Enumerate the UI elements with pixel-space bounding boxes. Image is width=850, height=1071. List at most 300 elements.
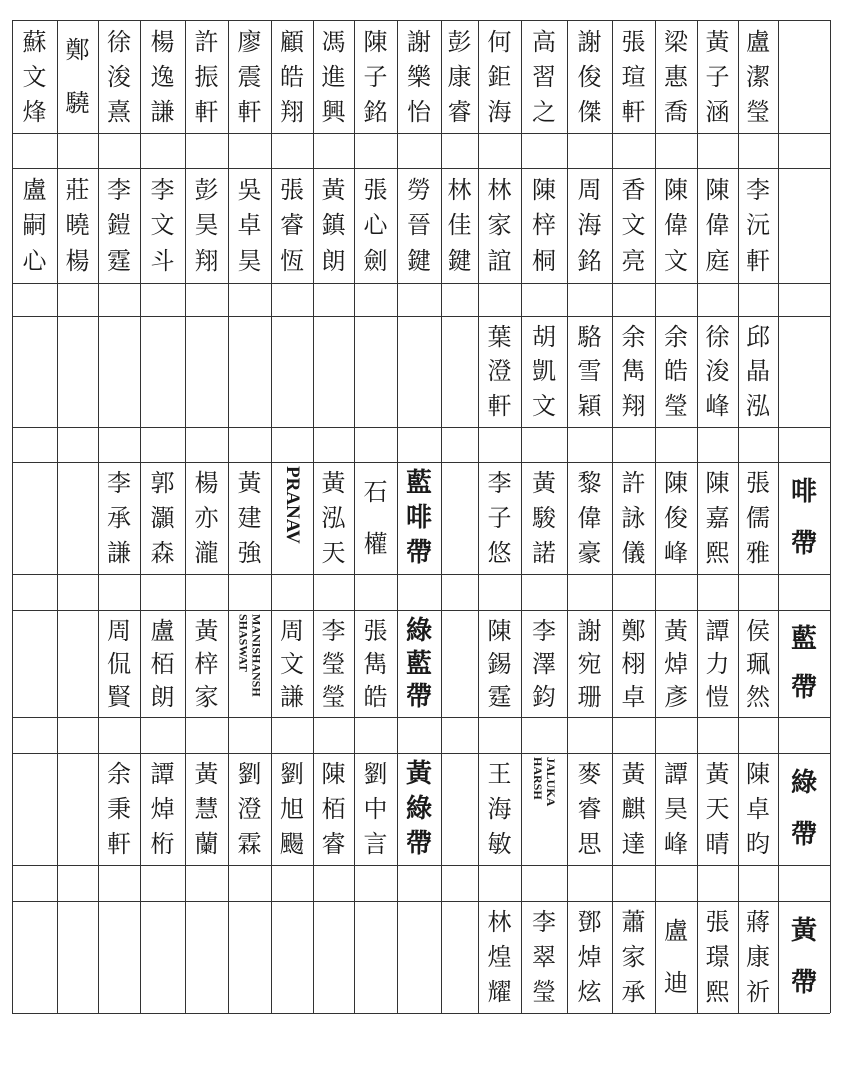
grid-line-horizontal [12, 283, 830, 284]
name-cell [567, 462, 612, 574]
name-char: 楊 [65, 247, 90, 276]
name-char: 霆 [107, 247, 131, 276]
name-char: 嘉 [705, 503, 730, 532]
name-char: 霆 [487, 682, 512, 711]
belt-label-char: 帶 [790, 529, 817, 559]
name-char: 胡 [532, 323, 556, 352]
name-cell [271, 462, 313, 574]
name-cell [98, 610, 140, 717]
name-char: 謙 [280, 682, 304, 711]
name-char: 李 [321, 616, 346, 645]
name-char: 郭 [150, 469, 175, 498]
name-cell [697, 610, 738, 717]
name-char: 銘 [577, 247, 602, 276]
name-char: 潔 [746, 62, 770, 91]
name-char: 徐 [705, 323, 730, 352]
name-char: 恆 [280, 247, 304, 276]
name-char: 海 [487, 97, 512, 126]
name-cell [397, 20, 441, 133]
name-cell [738, 753, 778, 865]
name-char: 家 [621, 942, 646, 971]
belt-label-char: 帶 [790, 968, 817, 998]
name-char: 澄 [487, 357, 512, 386]
name-char: 李 [150, 175, 175, 204]
belt-label-char: 綠 [790, 768, 817, 798]
name-cell [655, 316, 697, 427]
name-char: 煌 [487, 942, 512, 971]
name-char: 黃 [705, 27, 730, 56]
name-char: 陳 [664, 175, 688, 204]
name-char: 睿 [447, 97, 472, 126]
name-cell [612, 753, 655, 865]
name-char: 張 [621, 27, 646, 56]
name-char: 鎮 [321, 211, 346, 240]
name-char: 雋 [363, 649, 388, 678]
latin-name-text: PRANAV [282, 466, 303, 544]
name-char: 強 [237, 538, 262, 567]
name-char: 詠 [621, 503, 646, 532]
name-char: 心 [22, 247, 47, 276]
name-cell [612, 20, 655, 133]
name-char: 喬 [664, 97, 688, 126]
name-cell [185, 20, 228, 133]
name-cell [354, 20, 397, 133]
name-char: 文 [532, 391, 556, 420]
name-cell [478, 753, 521, 865]
name-char: 卓 [621, 682, 646, 711]
name-char: 黃 [194, 760, 219, 789]
name-char: 軒 [194, 97, 219, 126]
name-char: 張 [280, 175, 304, 204]
name-cell [655, 753, 697, 865]
name-cell [185, 753, 228, 865]
belt-label-char: 藍 [790, 623, 817, 654]
name-char: 李 [107, 469, 131, 498]
name-cell [697, 316, 738, 427]
name-char: 力 [705, 649, 730, 678]
name-char: 桁 [150, 829, 175, 858]
name-cell [612, 316, 655, 427]
name-char: 陳 [532, 175, 556, 204]
name-char: 彭 [194, 175, 219, 204]
name-cell [354, 753, 397, 865]
name-char: 慧 [194, 794, 219, 823]
name-char: 黃 [321, 469, 346, 498]
name-char: 劉 [237, 760, 262, 789]
name-char: 香 [621, 175, 646, 204]
name-char: 彥 [664, 682, 688, 711]
name-char: 瑄 [621, 62, 646, 91]
name-cell [271, 20, 313, 133]
name-char: 高 [532, 27, 556, 56]
name-cell [271, 168, 313, 283]
name-cell [271, 753, 313, 865]
name-char: 俊 [664, 503, 688, 532]
name-cell [697, 462, 738, 574]
name-char: 習 [532, 62, 556, 91]
name-char: 家 [487, 211, 512, 240]
name-char: 秉 [107, 794, 131, 823]
name-char: 張 [363, 616, 388, 645]
latin-name-text: MANISHANSH [249, 614, 264, 697]
name-cell [313, 753, 354, 865]
name-cell [738, 462, 778, 574]
name-char: 子 [487, 503, 512, 532]
name-char: 黎 [577, 469, 602, 498]
belt-label-char: 黃 [790, 916, 817, 946]
name-char: 珮 [746, 649, 770, 678]
name-char: 譚 [150, 760, 175, 789]
name-char: 峰 [705, 391, 730, 420]
name-cell [397, 462, 441, 574]
name-char: 偉 [705, 211, 730, 240]
name-char: 睿 [280, 211, 304, 240]
name-cell [185, 610, 228, 717]
name-char: 珊 [577, 682, 602, 711]
name-char: 逸 [150, 62, 175, 91]
name-char: 皓 [280, 62, 304, 91]
name-char: 黃 [194, 616, 219, 645]
name-char: 之 [532, 97, 556, 126]
name-char: 家 [194, 682, 219, 711]
name-char: 鍵 [447, 247, 472, 276]
name-char: 心 [363, 211, 388, 240]
belt-label-char: 帶 [790, 673, 817, 704]
name-char: 敏 [487, 829, 512, 858]
belt-label-char: 綠 [405, 615, 432, 646]
name-char: 莊 [65, 175, 90, 204]
name-cell [567, 753, 612, 865]
name-cell [185, 462, 228, 574]
name-char: 邱 [746, 323, 770, 352]
name-char: 鄧 [577, 908, 602, 937]
name-cell [567, 20, 612, 133]
name-char: 謙 [150, 97, 175, 126]
name-char: 權 [363, 530, 388, 558]
name-cell [567, 610, 612, 717]
name-cell [271, 610, 313, 717]
name-char: 盧 [22, 175, 47, 204]
name-char: 海 [577, 211, 602, 240]
name-char: 炫 [577, 977, 602, 1006]
name-cell [478, 610, 521, 717]
name-char: 晶 [746, 357, 770, 386]
name-cell [313, 462, 354, 574]
name-cell [313, 610, 354, 717]
name-char: 盧 [150, 616, 175, 645]
name-char: 灝 [150, 503, 175, 532]
name-cell [655, 610, 697, 717]
name-char: 振 [194, 62, 219, 91]
name-char: 思 [577, 829, 602, 858]
name-char: 穎 [577, 391, 602, 420]
belt-label-char: 黃 [405, 759, 432, 790]
name-char: 陳 [746, 760, 770, 789]
name-char: 朗 [150, 682, 175, 711]
name-char: 天 [321, 538, 346, 567]
name-char: 譚 [664, 760, 688, 789]
name-cell [612, 901, 655, 1013]
name-char: 亮 [621, 247, 646, 276]
grid-line-vertical [830, 20, 831, 1013]
name-char: 軒 [621, 97, 646, 126]
name-char: 軒 [746, 247, 770, 276]
name-char: 李 [746, 175, 770, 204]
name-cell [521, 462, 567, 574]
name-char: 廖 [237, 27, 262, 56]
name-char: 瑩 [321, 649, 346, 678]
name-char: 誼 [487, 247, 512, 276]
name-char: 睿 [577, 794, 602, 823]
name-char: 梁 [664, 27, 688, 56]
name-char: 雅 [746, 538, 770, 567]
name-char: 梓 [194, 649, 219, 678]
name-char: 震 [237, 62, 262, 91]
name-char: 澄 [237, 794, 262, 823]
name-char: 駿 [532, 503, 556, 532]
grid-line-horizontal [12, 133, 830, 134]
name-char: 峰 [664, 538, 688, 567]
name-cell [478, 901, 521, 1013]
name-char: 承 [107, 503, 131, 532]
name-char: 焯 [577, 942, 602, 971]
name-char: 鎧 [107, 211, 131, 240]
name-cell [478, 462, 521, 574]
name-cell [697, 20, 738, 133]
name-char: 雋 [621, 357, 646, 386]
name-cell [397, 168, 441, 283]
belt-label-char: 啡 [790, 477, 817, 507]
name-char: 文 [280, 649, 304, 678]
name-char: 陳 [321, 760, 346, 789]
name-char: 馮 [321, 27, 346, 56]
name-char: 周 [280, 616, 304, 645]
name-char: 烽 [22, 97, 47, 126]
name-cell [738, 20, 778, 133]
name-cell [655, 20, 697, 133]
name-char: 陳 [705, 175, 730, 204]
name-char: 諾 [532, 538, 556, 567]
name-char: 翔 [621, 391, 646, 420]
name-char: 熹 [107, 97, 131, 126]
name-cell [98, 753, 140, 865]
name-cell [228, 462, 271, 574]
name-char: 李 [487, 469, 512, 498]
name-char: 林 [487, 175, 512, 204]
name-char: 軒 [237, 97, 262, 126]
name-char: 謝 [577, 27, 602, 56]
name-char: 朗 [321, 247, 346, 276]
name-char: 天 [705, 794, 730, 823]
name-char: 徐 [107, 27, 131, 56]
belt-label-char: 綠 [405, 793, 432, 824]
name-cell [57, 168, 98, 283]
name-char: 陳 [664, 469, 688, 498]
name-char: 林 [447, 175, 472, 204]
name-char: 怡 [407, 97, 431, 126]
name-char: 李 [532, 616, 556, 645]
name-char: 庭 [705, 247, 730, 276]
name-char: 卓 [237, 211, 262, 240]
name-char: 文 [664, 247, 688, 276]
name-char: 劉 [363, 760, 388, 789]
name-char: 劉 [280, 760, 304, 789]
belt-label-char: 藍 [405, 648, 432, 679]
name-char: 熙 [705, 538, 730, 567]
name-char: 昊 [664, 794, 688, 823]
name-cell [228, 610, 271, 717]
name-cell [354, 168, 397, 283]
name-char: 軒 [487, 391, 512, 420]
grid-line-horizontal [12, 427, 830, 428]
name-cell [441, 168, 478, 283]
name-cell [697, 901, 738, 1013]
name-char: 謝 [407, 27, 431, 56]
name-char: 文 [621, 211, 646, 240]
name-char: 愷 [705, 682, 730, 711]
name-char: 子 [363, 62, 388, 91]
name-char: 偉 [577, 503, 602, 532]
name-cell [612, 168, 655, 283]
name-char: 梓 [532, 211, 556, 240]
name-cell [140, 753, 185, 865]
name-cell [697, 753, 738, 865]
belt-label-char: 帶 [405, 681, 432, 712]
name-cell [738, 610, 778, 717]
name-cell [185, 168, 228, 283]
name-cell [12, 20, 57, 133]
name-char: 翔 [280, 97, 304, 126]
latin-name-text: JALUKA [544, 757, 558, 807]
name-char: 興 [321, 97, 346, 126]
name-char: 悠 [487, 538, 512, 567]
name-char: 張 [705, 908, 730, 937]
name-char: 承 [621, 977, 646, 1006]
name-char: 涵 [705, 97, 730, 126]
name-char: 蕭 [621, 908, 646, 937]
name-char: 儀 [621, 538, 646, 567]
name-char: 瑩 [321, 682, 346, 711]
name-char: 卓 [746, 794, 770, 823]
name-cell [697, 168, 738, 283]
name-char: 黃 [705, 760, 730, 789]
name-char: 謙 [107, 538, 131, 567]
name-char: 盧 [664, 917, 688, 945]
name-cell [521, 610, 567, 717]
latin-name-text: HARSH [531, 757, 545, 800]
name-char: 黃 [321, 175, 346, 204]
name-cell [354, 610, 397, 717]
name-char: 子 [705, 62, 730, 91]
name-cell [738, 316, 778, 427]
latin-name-text: SHASWAT [236, 614, 251, 672]
name-char: 焯 [664, 649, 688, 678]
name-char: 康 [447, 62, 472, 91]
name-char: 儒 [746, 503, 770, 532]
name-char: 鄭 [65, 36, 90, 65]
name-cell [140, 20, 185, 133]
name-char: 麒 [621, 794, 646, 823]
name-cell [313, 20, 354, 133]
name-cell [521, 901, 567, 1013]
name-char: 林 [487, 908, 512, 937]
name-char: 晉 [407, 211, 431, 240]
name-char: 瀧 [194, 538, 219, 567]
name-cell [521, 168, 567, 283]
name-char: 曉 [65, 211, 90, 240]
name-cell [228, 20, 271, 133]
name-char: 張 [363, 175, 388, 204]
name-char: 何 [487, 27, 512, 56]
name-char: 軒 [107, 829, 131, 858]
name-cell [567, 168, 612, 283]
name-cell [612, 610, 655, 717]
name-char: 言 [363, 829, 388, 858]
name-char: 雪 [577, 357, 602, 386]
name-char: 黃 [621, 760, 646, 789]
name-cell [441, 20, 478, 133]
name-char: 泓 [746, 391, 770, 420]
belt-label-char: 帶 [405, 537, 432, 568]
name-cell [478, 316, 521, 427]
name-char: 浚 [705, 357, 730, 386]
name-char: 謝 [577, 616, 602, 645]
name-cell [738, 901, 778, 1013]
name-char: 樂 [407, 62, 431, 91]
name-char: 泓 [321, 503, 346, 532]
name-cell [655, 168, 697, 283]
name-char: 森 [150, 538, 175, 567]
name-char: 昀 [746, 829, 770, 858]
name-char: 翔 [194, 247, 219, 276]
name-char: 昊 [237, 247, 262, 276]
name-char: 俊 [577, 62, 602, 91]
name-char: 文 [22, 62, 47, 91]
grid-line-horizontal [12, 1013, 830, 1014]
name-cell [57, 20, 98, 133]
name-char: 康 [746, 942, 770, 971]
name-char: 周 [107, 616, 131, 645]
name-char: 驍 [65, 88, 90, 117]
name-char: 蘇 [22, 27, 47, 56]
name-char: 麥 [577, 760, 602, 789]
name-char: 浚 [107, 62, 131, 91]
grid-line-horizontal [12, 717, 830, 718]
name-char: 譚 [705, 616, 730, 645]
name-char: 海 [487, 794, 512, 823]
name-char: 熙 [705, 977, 730, 1006]
name-cell [397, 610, 441, 717]
name-char: 傑 [577, 97, 602, 126]
name-cell [521, 316, 567, 427]
belt-label-char: 帶 [405, 828, 432, 859]
name-char: 沅 [746, 211, 770, 240]
name-char: 蘭 [194, 829, 219, 858]
belt-label-char: 藍 [405, 468, 432, 499]
name-cell [98, 20, 140, 133]
name-char: 佳 [447, 211, 472, 240]
name-cell [98, 462, 140, 574]
name-char: 余 [107, 760, 131, 789]
name-char: 亦 [194, 503, 219, 532]
name-cell [567, 316, 612, 427]
name-char: 張 [746, 469, 770, 498]
name-char: 睿 [321, 829, 346, 858]
name-cell [778, 753, 830, 865]
name-char: 澤 [532, 649, 556, 678]
name-char: 瑩 [664, 391, 688, 420]
name-cell [228, 753, 271, 865]
